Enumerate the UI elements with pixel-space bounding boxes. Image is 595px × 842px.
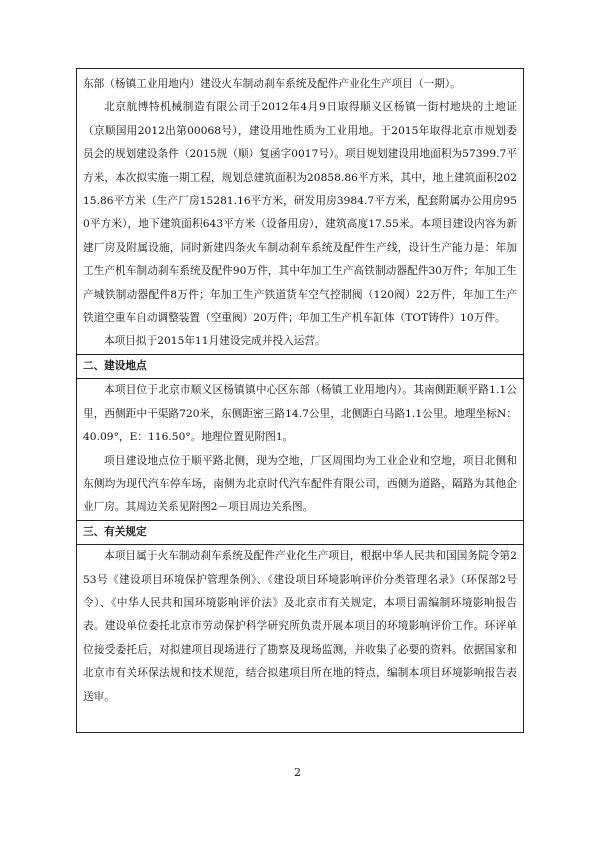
surroundings-paragraph: 项目建设地点位于顺平路北侧，现为空地，厂区周围均为工业企业和空地，项目北侧和东侧均为现代汽车停车场，南侧为北京时代汽车配件有限公司，西侧为道路，隔路为其他企业厂房。其周边关系见附图2－项目周边关系图。 [83,454,517,514]
project-overview-paragraph: 北京航博特机械制造有限公司于2012年4月9日取得顺义区杨镇一街村地块的土地证（京顺国用2012出第00068号），建设用地性质为工业用地。于2015年取得北京市规划委员会的规划建设条件（2015规（顺）复函字0017号）。项目规划建设用地面积为57399.7平方米，本次拟实施一期工程，规划总建筑面积为20858.86平方米，其中，地上建筑面积20215.86平方米（生产厂房15281.16平方米，研发用房3984.7平方米，配套附属办公用房950平方米），地下建筑面积643平方米（设备用房），建筑高度17.55米。本项目建设内容为新建厂房及附属设施，同时新建四条火车制动刹车系统及配件生产线，设计生产能力是：年加工生产机车制动刹车系统及配件90万件，其中年加工生产高铁制动器配件30万件；年加工生产城铁制动器配件8万件；年加工生产铁道货车空气控制阀（120阀）22万件，年加工生产铁道空重车自动调整装置（空重阀）20万件；年加工生产机车缸体（TOT铸件）10万件。 [83,101,517,325]
section-heading-regulations: 三、有关规定 [83,525,147,538]
page-number: 2 [294,766,301,779]
continuation-paragraph: 东部（杨镇工业用地内）建设火车制动刹车系统及配件产业化生产项目（一期）。 [83,78,461,90]
regulations-paragraph: 本项目属于火车制动刹车系统及配件产业化生产项目，根据中华人民共和国国务院令第253号《建设项目环境保护管理条例》、《建设项目环境影响评价分类管理名录》（环保部2号令）、《中华人民共和国环境影响评价法》及北京市有关规定，本项目需编制环境影响报告表。建设单位委托北京市劳动保护科学研究所负责开展本项目的环境影响评价工作。环评单位接受委托后，对拟建项目现场进行了勘察及现场监测，并收集了必要的资料。依据国家和北京市有关环保法规和技术规范，结合拟建项目所在地的特点，编制本项目环境影响报告表送审。 [83,550,517,703]
location-paragraph: 本项目位于北京市顺义区杨镇镇中心区东部（杨镇工业用地内）。其南侧距顺平路1.1公里，西侧距中干渠路720米，东侧距密三路14.7公里，北侧距白马路1.1公里。地理坐标N：40.09°，E：116.50°。地理位置见附图1。 [83,384,517,444]
content-frame [76,68,524,733]
operation-date-paragraph: 本项目拟于2015年11月建设完成并投入运营。 [104,335,326,348]
section-heading-location: 二、建设地点 [83,359,147,372]
